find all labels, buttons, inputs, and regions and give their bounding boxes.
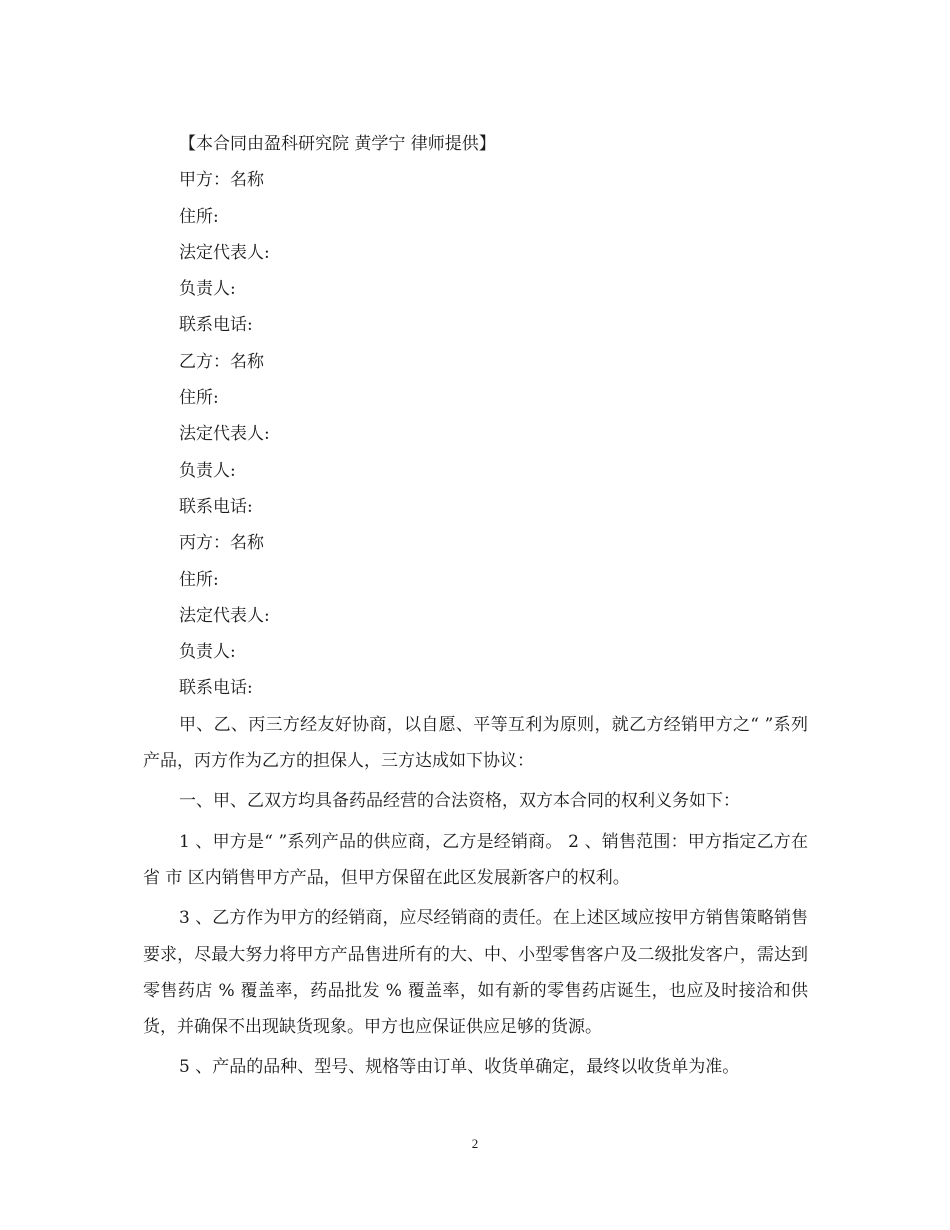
- header-note: 【本合同由盈科研究院 黄学宁 律师提供】: [179, 134, 496, 154]
- party-a-phone: 联系电话:: [179, 315, 253, 336]
- paragraph-clause-5: 5 、产品的品种、型号、规格等由订单、收货单确定，最终以收货单为准。: [179, 1057, 740, 1078]
- party-c-legal-rep: 法定代表人:: [179, 605, 270, 626]
- party-c-person-in-charge: 负责人:: [179, 642, 236, 663]
- party-c-phone: 联系电话:: [179, 678, 253, 699]
- party-b-legal-rep: 法定代表人:: [179, 424, 270, 445]
- party-a-address: 住所:: [179, 206, 219, 227]
- paragraph-section-one: 一、甲、乙双方均具备药品经营的合法资格，双方本合同的权利义务如下：: [179, 791, 740, 812]
- party-c-address: 住所:: [179, 569, 219, 590]
- party-b-name: 乙方：名称: [179, 351, 264, 372]
- party-c-name: 丙方：名称: [179, 533, 264, 554]
- document-body: [143, 126, 808, 1086]
- party-b-address: 住所:: [179, 388, 219, 409]
- party-a-person-in-charge: 负责人:: [179, 279, 236, 300]
- party-b-person-in-charge: 负责人:: [179, 460, 236, 481]
- paragraph-clause-3: 3 、乙方作为甲方的经销商，应尽经销商的责任。在上述区域应按甲方销售策略销售要求，尽最大努力将甲方产品售进所有的大、中、小型零售客户及二级批发客户，需达到零售药店 % 覆盖率，药品批发 % 覆盖率，如有新的零售药店诞生，也应及时接洽和供货，并确保不出现缺货现象。甲方也应保证供应足够的货源。: [143, 908, 808, 1038]
- party-a-legal-rep: 法定代表人:: [179, 242, 270, 263]
- party-a-name: 甲方：名称: [179, 170, 264, 191]
- paragraph-preamble: 甲、乙、丙三方经友好协商，以自愿、平等互利为原则，就乙方经销甲方之“ ”系列产品，丙方作为乙方的担保人，三方达成如下协议：: [143, 714, 808, 772]
- page-number: 2: [471, 1136, 479, 1151]
- paragraph-clause-1-2: 1 、甲方是“ ”系列产品的供应商，乙方是经销商。 2 、销售范围：甲方指定乙方在 省 市 区内销售甲方产品，但甲方保留在此区发展新客户的权利。: [143, 831, 808, 888]
- party-b-phone: 联系电话:: [179, 496, 253, 517]
